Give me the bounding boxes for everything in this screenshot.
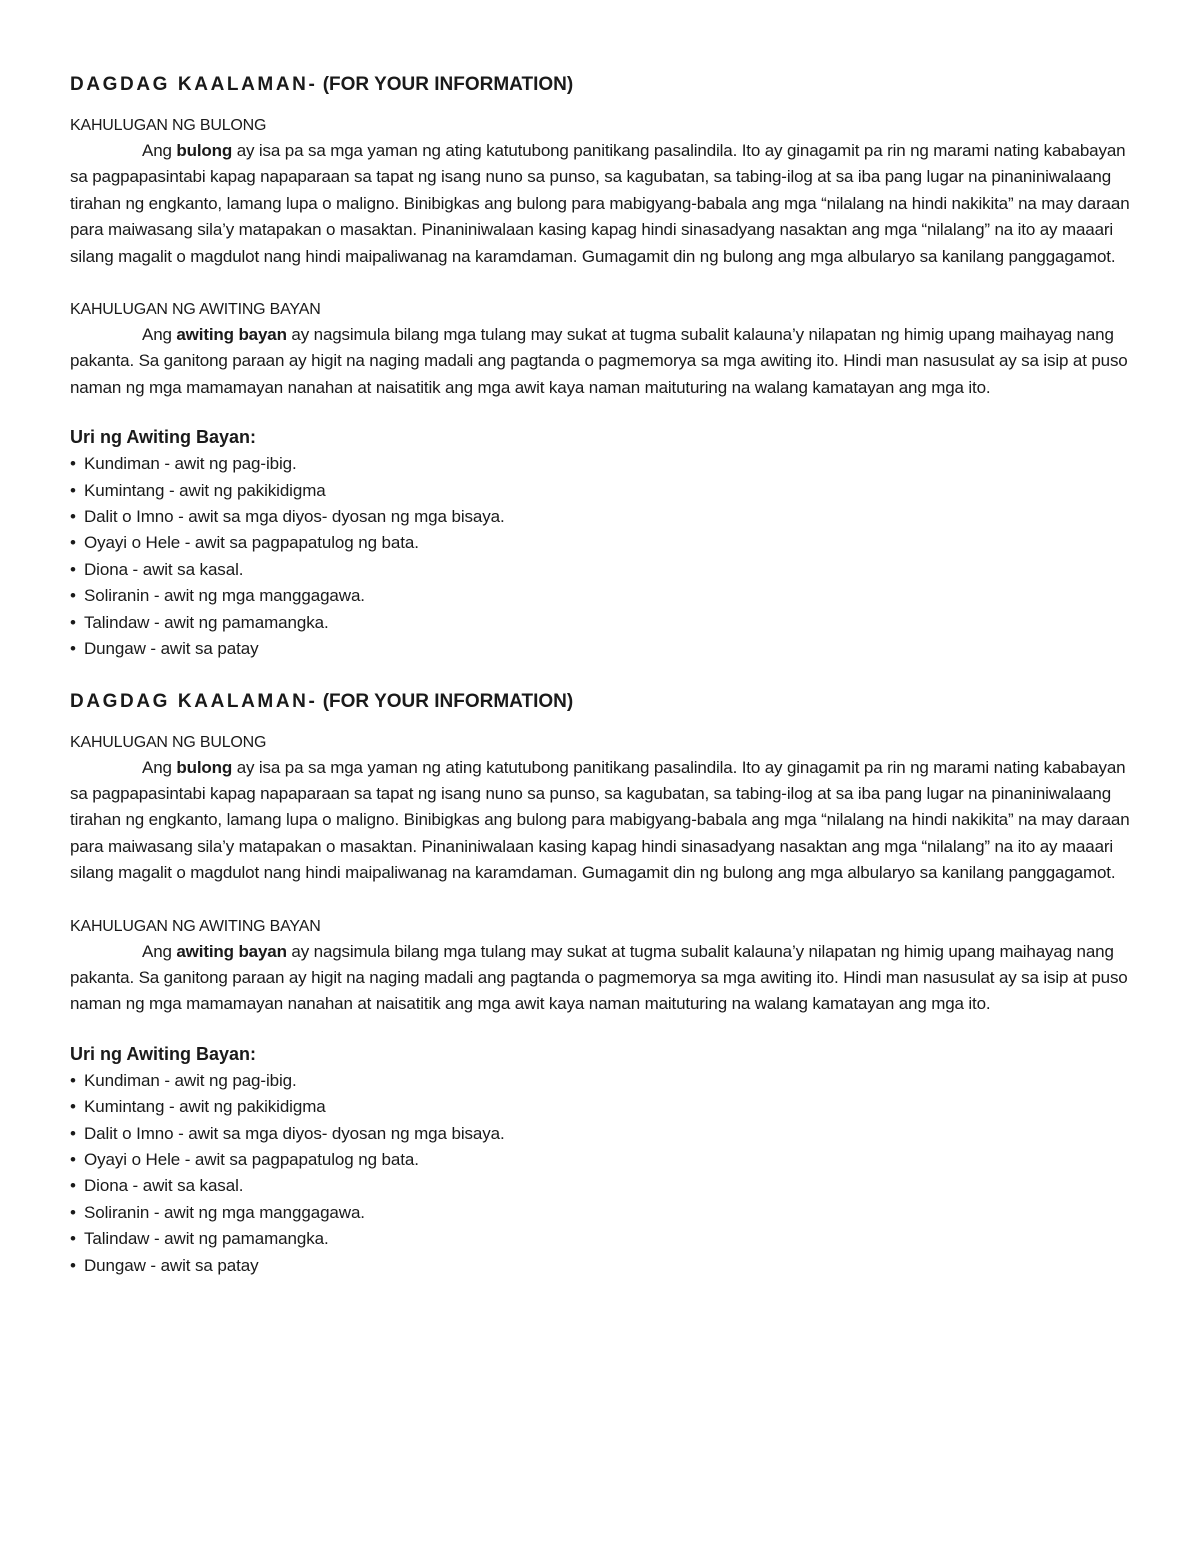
list-item — [70, 1200, 1130, 1226]
list-item-text: Dalit o Imno - awit sa mga diyos- dyosan ng mga bisaya. — [84, 1123, 505, 1143]
bullet-icon: • — [70, 1176, 76, 1196]
list-item-text: Soliranin - awit ng mga manggagawa. — [84, 1202, 365, 1222]
awiting-body-text: ay nagsimula bilang mga tulang may sukat at tugma subalit kalauna’y nilapatan ng himig upang maihayag nang pakanta. Sa ganitong paraan ay higit na naging madali ang pagtanda o pagmemorya sa mga awiting ito. Hindi man nasusulat ay sa isip at puso naman ng mga mamamayan nanahan at naisatitik ang mga awit kaya naman maituturing na walang kamatayan ang mga ito. — [70, 325, 1128, 397]
spacer — [70, 887, 1130, 915]
info-section-1 — [70, 70, 1130, 663]
bullet-icon: • — [70, 1149, 76, 1169]
bulong-body-text: ay isa pa sa mga yaman ng ating katutubong panitikang pasalindila. Ito ay ginagamit pa rin ng marami nating kababayan sa pagpapasintabi kapag napaparaan sa tapat ng isang nuno sa punso, sa kagubatan, sa tabing-ilog at sa iba pang lugar na pinaniniwalaang tirahan ng engkanto, lamang lupa o maligno. Binibigkas ang bulong para mabigyang-babala ang mga “nilalang na hindi nakikita” na may daraan para maiwasang sila’y matapakan o masaktan. Pinaniniwalaan kasing kapag hindi sinasadyang nasaktan ang mga “nilalang” na ito ay maaari silang magalit o magdulot nang hindi maipaliwanag na karamdaman. Gumagamit din ng bulong ang mga albularyo sa kanilang panggagamot. — [70, 757, 1130, 883]
list-item — [70, 583, 1130, 609]
list-item-text: Kundiman - awit ng pag-ibig. — [84, 1070, 297, 1090]
list-item-text: Oyayi o Hele - awit sa pagpapatulog ng bata. — [84, 1149, 419, 1169]
awiting-paragraph — [70, 322, 1130, 401]
list-item-text: Kumintang - awit ng pakikidigma — [84, 1097, 326, 1117]
uri-list — [70, 1068, 1130, 1279]
list-item — [70, 636, 1130, 662]
list-item-text: Diona - awit sa kasal. — [84, 1176, 244, 1196]
heading-rest-text: (FOR YOUR INFORMATION) — [317, 690, 574, 712]
bulong-bold-term: bulong — [176, 141, 233, 160]
bullet-icon: • — [70, 1229, 76, 1249]
bullet-icon: • — [70, 1070, 76, 1090]
bulong-pre-text: Ang — [142, 757, 177, 777]
awiting-subheading: KAHULUGAN NG AWITING BAYAN — [70, 917, 321, 935]
awiting-subheading: KAHULUGAN NG AWITING BAYAN — [70, 301, 321, 319]
list-item — [70, 1147, 1130, 1173]
bulong-bold-term: bulong — [176, 757, 233, 777]
bullet-icon: • — [70, 1255, 76, 1275]
list-item — [70, 451, 1130, 477]
info-section-2 — [70, 687, 1130, 1280]
list-item — [70, 1094, 1130, 1120]
awiting-pre-text: Ang — [142, 941, 177, 961]
awiting-body-text: ay nagsimula bilang mga tulang may sukat at tugma subalit kalauna’y nilapatan ng himig upang maihayag nang pakanta. Sa ganitong paraan ay higit na naging madali ang pagtanda o pagmemorya sa mga awiting ito. Hindi man nasusulat ay sa isip at puso naman ng mga mamamayan nanahan at naisatitik ang mga awit kaya naman maituturing na walang kamatayan ang mga ito. — [70, 941, 1128, 1014]
bullet-icon: • — [70, 454, 76, 474]
uri-heading: Uri ng Awiting Bayan: — [70, 427, 257, 448]
uri-list — [70, 451, 1130, 662]
list-item-text: Diona - awit sa kasal. — [84, 559, 244, 579]
list-item — [70, 557, 1130, 583]
list-item — [70, 1226, 1130, 1252]
awiting-paragraph — [70, 939, 1130, 1018]
list-item-text: Oyayi o Hele - awit sa pagpapatulog ng bata. — [84, 533, 419, 553]
list-item — [70, 504, 1130, 530]
bullet-icon: • — [70, 559, 76, 579]
bullet-icon: • — [70, 639, 76, 659]
bullet-icon: • — [70, 507, 76, 527]
bulong-subheading: KAHULUGAN NG BULONG — [70, 117, 267, 134]
list-item-text: Talindaw - awit ng pamamangka. — [84, 612, 329, 632]
awiting-bold-term: awiting bayan — [176, 941, 287, 961]
list-item — [70, 478, 1130, 504]
list-item-text: Kundiman - awit ng pag-ibig. — [84, 454, 297, 474]
bulong-paragraph — [70, 138, 1130, 270]
bullet-icon: • — [70, 1202, 76, 1222]
bulong-pre-text: Ang — [142, 141, 177, 160]
bulong-subheading: KAHULUGAN NG BULONG — [70, 733, 267, 751]
list-item — [70, 1068, 1130, 1094]
bulong-paragraph — [70, 755, 1130, 887]
bullet-icon: • — [70, 533, 76, 553]
bullet-icon: • — [70, 1123, 76, 1143]
list-item-text: Dungaw - awit sa patay — [84, 639, 259, 659]
bullet-icon: • — [70, 480, 76, 500]
spacer — [70, 270, 1130, 298]
list-item — [70, 1173, 1130, 1199]
heading-rest-text: (FOR YOUR INFORMATION) — [317, 74, 574, 95]
list-item — [70, 1253, 1130, 1279]
list-item-text: Dungaw - awit sa patay — [84, 1255, 259, 1275]
awiting-bold-term: awiting bayan — [176, 325, 287, 345]
list-item — [70, 1121, 1130, 1147]
list-item-text: Dalit o Imno - awit sa mga diyos- dyosan ng mga bisaya. — [84, 507, 505, 527]
uri-heading: Uri ng Awiting Bayan: — [70, 1043, 257, 1064]
awiting-pre-text: Ang — [142, 325, 177, 345]
heading-spaced-text: DAGDAG KAALAMAN- — [70, 74, 318, 95]
list-item-text: Kumintang - awit ng pakikidigma — [84, 480, 326, 500]
list-item — [70, 610, 1130, 636]
list-item-text: Talindaw - awit ng pamamangka. — [84, 1229, 329, 1249]
bullet-icon: • — [70, 586, 76, 606]
list-item — [70, 530, 1130, 556]
bulong-body-text: ay isa pa sa mga yaman ng ating katutubong panitikang pasalindila. Ito ay ginagamit pa rin ng marami nating kababayan sa pagpapasintabi kapag napaparaan sa tapat ng isang nuno sa punso, sa kagubatan, sa tabing-ilog at sa iba pang lugar na pinaniniwalaang tirahan ng engkanto, lamang lupa o maligno. Binibigkas ang bulong para mabigyang-babala ang mga “nilalang na hindi nakikita” na may daraan para maiwasang sila’y matapakan o masaktan. Pinaniniwalaan kasing kapag hindi sinasadyang nasaktan ang mga “nilalang” na ito ay maaari silang magalit o magdulot nang hindi maipaliwanag na karamdaman. Gumagamit din ng bulong ang mga albularyo sa kanilang panggagamot. — [70, 141, 1130, 266]
document-page — [70, 70, 1130, 1279]
section-heading — [70, 70, 1130, 100]
section-heading — [70, 687, 1130, 717]
heading-spaced-text: DAGDAG KAALAMAN- — [70, 690, 318, 712]
list-item-text: Soliranin - awit ng mga manggagawa. — [84, 586, 365, 606]
bullet-icon: • — [70, 612, 76, 632]
bullet-icon: • — [70, 1097, 76, 1117]
